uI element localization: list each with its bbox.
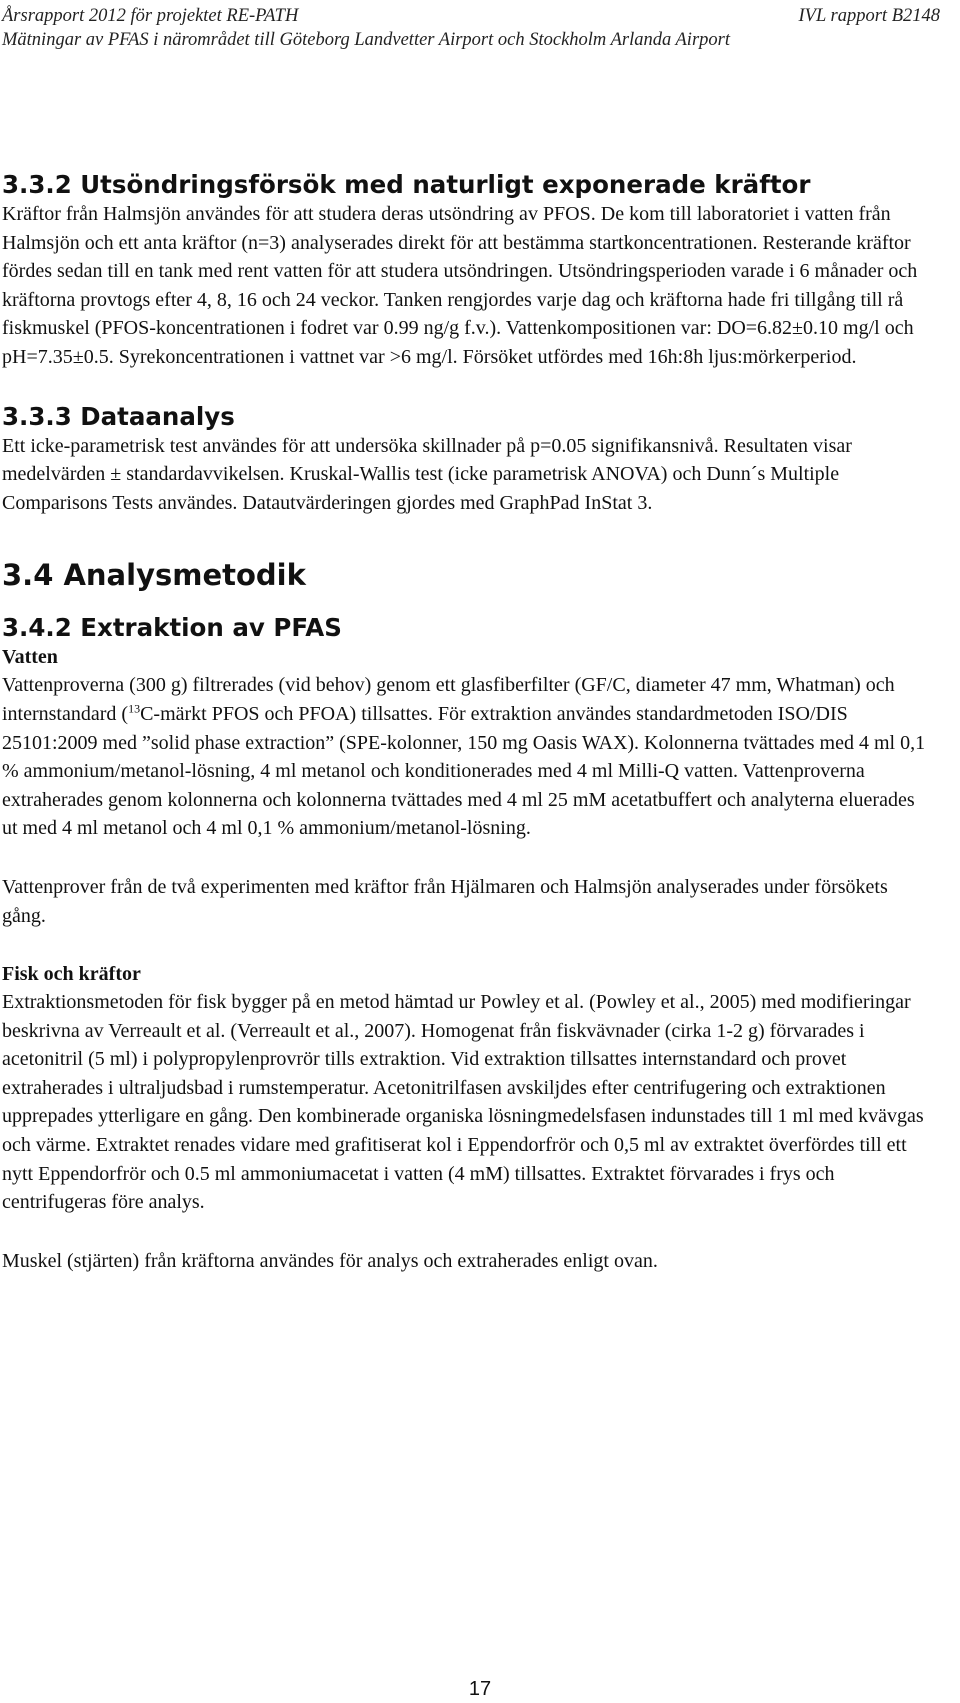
paragraph-data-analysis: Ett icke-parametrisk test användes för att undersöka skillnader på p=0.05 signifikansnivå. Resultaten visar medelvärden ± standardavvikelsen. Kruskal-Wallis test (icke parametrisk ANOVA) och Dunn´s Multiple Comparisons Tests användes. Datautvärderingen gjordes med GraphPad InStat 3. [2, 434, 852, 514]
superscript-13: 13 [128, 701, 141, 716]
heading-3-3-3: 3.3.3 Dataanalys [2, 401, 235, 431]
subheading-vatten: Vatten [2, 646, 58, 669]
subheading-fisk-och-kraftor: Fisk och kräftor [2, 963, 141, 986]
report-subtitle: Mätningar av PFAS i närområdet till Göteborg Landvetter Airport och Stockholm Arlanda Airport [2, 30, 730, 50]
page-header [2, 4, 958, 52]
report-number: IVL rapport B2148 [798, 6, 940, 26]
heading-3-3-2: 3.3.2 Utsöndringsförsök med naturligt exponerade kräftor [2, 170, 811, 199]
report-title: Årsrapport 2012 för projektet RE-PATH [2, 6, 299, 26]
paragraph-excretion-experiment: Kräftor från Halmsjön användes för att studera deras utsöndring av PFOS. De kom till laboratoriet i vatten från Halmsjön och ett anta kräftor (n=3) analyserades direkt för att bestämma startkoncentrationen. Resterande kräftor fördes sedan till en tank med rent vatten för att studera utsöndringen. Utsöndringsperioden varade i 6 månader och kräftorna provtogs efter 4, 8, 16 och 24 veckor. Tanken rengjordes varje dag och kräftorna hade fri tillgång till rå fiskmuskel (PFOS-koncentrationen i fodret var 0.99 ng/g f.v.). Vattenkompositionen var: DO=6.82±0.10 mg/l och pH=7.35±0.5. Syrekoncentrationen i vattnet var >6 mg/l. Försöket utfördes med 16h:8h ljus:mörkerperiod. [2, 203, 918, 368]
heading-3-4-2: 3.4.2 Extraktion av PFAS [2, 613, 342, 643]
paragraph-crayfish-muscle: Muskel (stjärten) från kräftorna användes för analys och extraherades enligt ovan. [2, 1249, 658, 1272]
paragraph-water-extraction: Vattenproverna (300 g) filtrerades (vid behov) genom ett glasfiberfilter (GF/C, diameter 47 mm, Whatman) och internstandard ($^{13}$C-märkt PFOS och PFOA) tillsattes. För extraktion användes standardmetoden ISO/DIS 25101:2009 med ”solid phase extraction” (SPE-kolonner, 150 mg Oasis WAX). Kolonnerna tvättades med 4 ml 0,1 % ammonium/metanol-lösning, 4 ml metanol och konditionerades med 4 ml Milli-Q vatten. Vattenproverna extraherades genom kolonnerna och kolonnerna tvättades med 4 ml 25 mM acetatbuffert och analyterna eluerades ut med 4 ml metanol och 4 ml 0,1 % ammonium/metanol-lösning. [2, 674, 926, 840]
heading-3-4: 3.4 Analysmetodik [2, 558, 306, 593]
document-body [2, 170, 932, 1275]
page-number: 17 [468, 1678, 492, 1700]
paragraph-fish-extraction: Extraktionsmetoden för fisk bygger på en metod hämtad ur Powley et al. (Powley et al., 2005) med modifieringar beskrivna av Verreault et al. (Verreault et al., 2007). Homogenat från fiskvävnader (cirka 1-2 g) förvarades i acetonitril (5 ml) i polypropylenprovrör tills extraktion. Vid extraktion tillsattes internstandard och provet extraherades i ultraljudsbad i rumstemperatur. Acetonitrilfasen avskiljdes efter centrifugering och extraktionen upprepades ytterligare en gång. Den kombinerade organiska lösningmedelsfasen indunstades till 1 ml med kvävgas och värme. Extraktet renades vidare med grafitiserat kol i Eppendorfrör och 0,5 ml av extraktet överfördes till ett nytt Eppendorfrör och 0.5 ml ammoniumacetat i vatten (4 mM) tillsattes. Extraktet förvarades i frys och centrifugeras före analys. [2, 991, 924, 1214]
paragraph-water-samples: Vattenprover från de två experimenten med kräftor från Hjälmaren och Halmsjön analyserades under försökets gång. [2, 875, 888, 927]
